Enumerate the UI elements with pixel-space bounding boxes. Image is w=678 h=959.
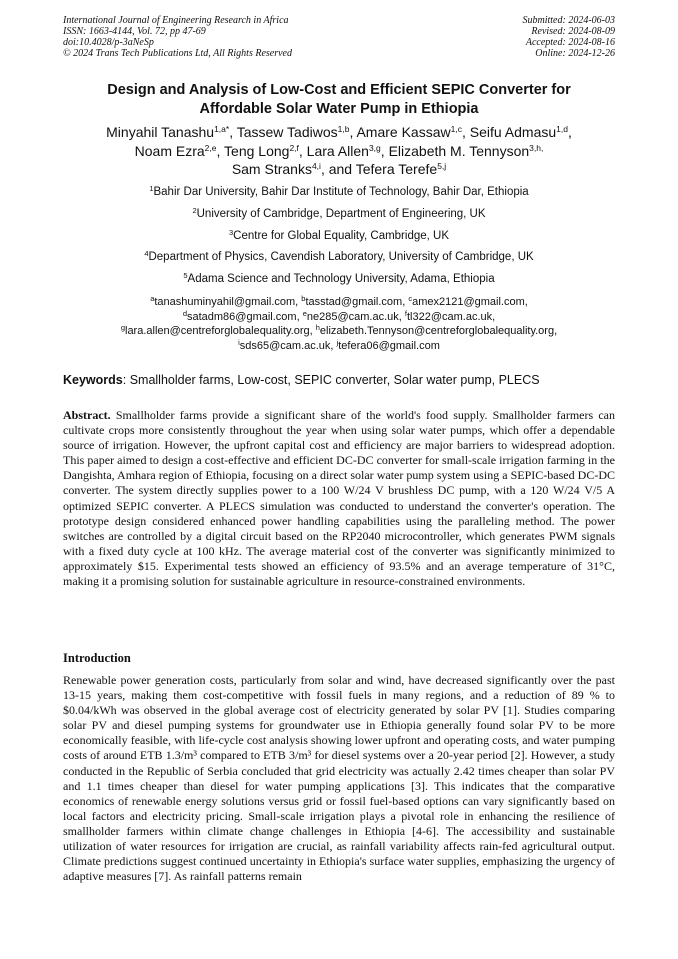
- email-line: [40, 295, 638, 310]
- email-sup: i: [238, 337, 240, 347]
- email-line: [40, 324, 638, 339]
- email-link[interactable]: sds65@cam.ac.uk,: [239, 339, 337, 352]
- author-name: Minyahil Tanashu: [106, 124, 215, 140]
- email-list: [40, 295, 638, 353]
- abstract-text: Smallholder farms provide a significant share of the world's food supply. Smallholder farmers can cultivate crops more consistently throughout the year when using solar water pumps, which offer a dependable source of irrigation. However, the upfront capital cost and efficiency are major barriers to widespread adoption. This paper aimed to design a cost-effective and efficient DC-DC converter for small-scale irrigation farming in the Dangishta, Amhara region of Ethiopia, focusing on a direct solar water pump system using a SEPIC-based DC-DC converter. The system directly supplies power to a 100 W/24 V brushless DC pump, with a 120 W/24 V/5 A optimized SEPIC converter. A PLECS simulation was conducted to understand the converter's operation. The prototype design considered enhanced power handling capabilities using the paralleling method. The power switches are controlled by a digital circuit based on the RP2040 microcontroller, which generates PWM signals with a fixed duty cycle at 100 kHz. The average material cost of the converter was significantly minimized to approximately $15. Experimental tests showed an efficiency of 93.5% and an average temperature of 31°C, making it a promising solution for sustainable agriculture in resource-constrained environments.: [63, 408, 615, 589]
- email-link[interactable]: lara.allen@centreforglobalequality.org,: [125, 325, 316, 337]
- email-link[interactable]: tl322@cam.ac.uk,: [406, 310, 496, 323]
- author-line: [40, 123, 638, 142]
- date-revised: Revised: 2024-08-09: [531, 26, 615, 37]
- publication-dates: [523, 15, 616, 59]
- email-link[interactable]: satadm86@gmail.com,: [186, 310, 303, 323]
- author-sep: ,: [349, 124, 357, 140]
- email-sup: e: [302, 308, 307, 318]
- author-sup: 3,g: [368, 142, 381, 153]
- affiliation-sup: 1: [149, 184, 154, 193]
- author-sup: 4,i: [311, 161, 321, 171]
- author-sup: 1,b: [337, 124, 350, 134]
- email-sup: c: [408, 294, 413, 303]
- author-name: Elizabeth M. Tennyson: [388, 142, 530, 159]
- author-name: Noam Ezra: [134, 142, 205, 159]
- author-sep: ,: [461, 124, 470, 140]
- title-line: Affordable Solar Water Pump in Ethiopia: [199, 101, 479, 117]
- section-heading-introduction: Introduction: [63, 651, 131, 665]
- keywords-label: Keywords: [63, 373, 123, 387]
- author-name: Sam Stranks: [231, 161, 312, 177]
- author-list: [40, 123, 638, 179]
- affiliation-text: Centre for Global Equality, Cambridge, UK: [233, 230, 449, 242]
- affiliation: [40, 250, 638, 264]
- journal-name: International Journal of Engineering Research in Africa: [63, 15, 289, 26]
- email-line: [40, 339, 638, 354]
- email-link[interactable]: tanashuminyahil@gmail.com,: [154, 296, 302, 308]
- affiliation: [40, 207, 638, 221]
- author-name: Lara Allen: [306, 142, 369, 159]
- affiliation: [40, 229, 638, 243]
- author-name: Tefera Terefe: [355, 161, 438, 177]
- author-name: Tassew Tadiwos: [236, 124, 338, 140]
- keywords-text: : Smallholder farms, Low-cost, SEPIC converter, Solar water pump, PLECS: [122, 373, 540, 387]
- affiliation-sup: 2: [192, 206, 197, 215]
- introduction-paragraph: Renewable power generation costs, particularly from solar and wind, have decreased significantly over the past 13-15 years, making them cost-competitive with fossil fuels in many regions, and a reduction of 89 % to $0.04/kWh was observed in the global average cost of electricity generated by solar PV [1]. Studies comparing solar PV and diesel pumping systems for groundwater use in Ethiopia generally found solar PV to be more economically feasible, with life-cycle cost analysis showing lower upfront and operating costs, and water pumping costs of around ETB 1.3/m³ compared to ETB 3/m³ for diesel systems over a 20-year period [2]. However, a study conducted in the Republic of Serbia concluded that grid electricity was actually 2.42 times cheaper than solar PV and 1.1 times cheaper than diesel for water pumping applications [3]. This indicates that the comparative economics of renewable energy solutions versus grid or fossil fuel-based options can vary significantly based on local factors and electricity pricing. Small-scale irrigation plays a pivotal role in enhancing the resilience of smallholder farmers within climate change challenges in Ethiopia [4-6]. The accessibility and sustainable utilization of water resources for irrigation are crucial, as rainfall variability affects rain-fed agricultural output. Climate predictions suggest continued uncertainty in Ethiopia's surface water supplies, emphasizing the urgency of adaptive measures [7]. As rainfall patterns remain: [63, 673, 615, 884]
- author-sup: 1,d: [556, 124, 568, 134]
- author-sup: 5,j: [437, 161, 447, 171]
- email-link[interactable]: tasstad@gmail.com,: [305, 296, 409, 308]
- date-accepted: Accepted: 2024-08-16: [525, 37, 615, 48]
- journal-copyright: © 2024 Trans Tech Publications Ltd, All Rights Reserved: [63, 48, 292, 59]
- author-sep: , and: [320, 161, 356, 177]
- author-sep: ,: [567, 124, 572, 140]
- author-sup: 2,e: [204, 142, 217, 153]
- journal-issn: ISSN: 1663-4144, Vol. 72, pp 47-69: [63, 26, 206, 37]
- affiliation-sup: 3: [229, 228, 234, 237]
- title-line: Design and Analysis of Low-Cost and Efficient SEPIC Converter for: [107, 82, 571, 98]
- date-online: Online: 2024-12-26: [535, 48, 615, 59]
- keywords: [63, 372, 638, 388]
- email-sup: d: [182, 308, 187, 318]
- author-line: [40, 142, 638, 161]
- affiliation-text: Adama Science and Technology University, Adama, Ethiopia: [187, 273, 495, 285]
- email-sup: h: [315, 323, 320, 332]
- abstract: [63, 408, 615, 589]
- author-name: Teng Long: [224, 142, 290, 159]
- email-sup: b: [301, 294, 306, 303]
- email-link[interactable]: ne285@cam.ac.uk,: [306, 310, 405, 323]
- author-line: [40, 160, 638, 179]
- email-link[interactable]: amex2121@gmail.com,: [412, 296, 528, 308]
- email-sup: a: [150, 294, 155, 303]
- author-sep: ,: [380, 142, 389, 159]
- author-sep: ,: [298, 142, 307, 159]
- author-name: Amare Kassaw: [356, 124, 451, 140]
- affiliation: [40, 185, 638, 199]
- email-sup: j: [336, 337, 339, 347]
- affiliation: [40, 272, 638, 286]
- author-sep: ,: [229, 124, 237, 140]
- email-link[interactable]: elizabeth.Tennyson@centreforglobalequality.org,: [319, 325, 558, 337]
- affiliation-text: Bahir Dar University, Bahir Dar Institute of Technology, Bahir Dar, Ethiopia: [153, 186, 529, 198]
- date-submitted: Submitted: 2024-06-03: [522, 15, 615, 26]
- author-name: Seifu Admasu: [469, 124, 557, 140]
- author-sup: 2,f: [289, 142, 299, 153]
- affiliation-text: Department of Physics, Cavendish Laboratory, University of Cambridge, UK: [148, 251, 534, 263]
- email-link[interactable]: tefera06@gmail.com: [338, 339, 440, 352]
- author-sup: 3,h,: [529, 142, 544, 153]
- journal-doi: doi:10.4028/p-3aNeSp: [63, 37, 154, 48]
- author-sep: ,: [216, 142, 225, 159]
- paper-title: [40, 81, 638, 119]
- author-sup: 1,c: [450, 124, 462, 134]
- email-line: [40, 310, 638, 325]
- affiliation-sup: 5: [183, 271, 188, 280]
- affiliation-text: University of Cambridge, Department of Engineering, UK: [196, 208, 486, 220]
- affiliation-sup: 4: [144, 249, 149, 258]
- author-sup: 1,a*: [214, 124, 230, 134]
- abstract-label: Abstract.: [63, 408, 111, 422]
- email-sup: g: [120, 323, 125, 332]
- journal-info: [63, 15, 292, 59]
- email-sup: f: [404, 308, 407, 318]
